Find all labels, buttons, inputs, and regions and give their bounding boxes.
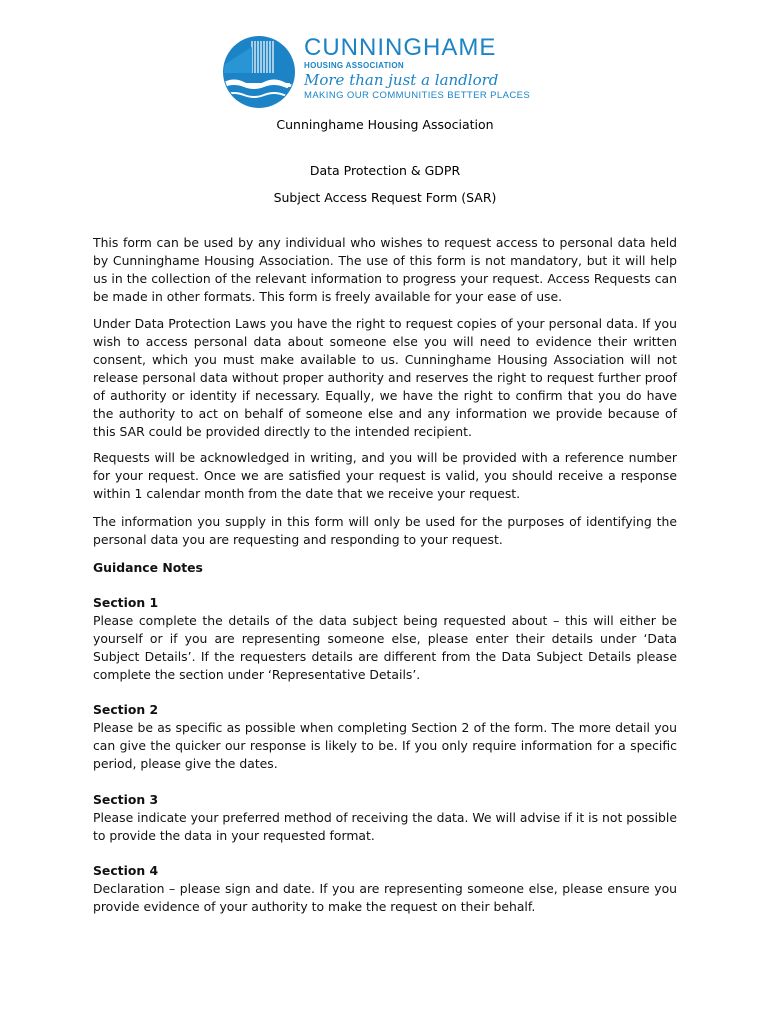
cunninghame-logo-emblem-icon: [219, 35, 299, 110]
page-title: Data Protection & GDPR: [309, 163, 461, 178]
logo-text: [304, 35, 530, 102]
section-1-text: Please complete the details of the data subject being requested about – this will either be yourself or if you are representing someone else, please enter their details under ‘Data Subject Details’. If the requesters details are different from the Data Subject Details please complete the section under ‘Representative Details’.: [93, 613, 677, 682]
logo-tagline: More than just a landlord: [304, 71, 499, 89]
logo: [219, 35, 539, 110]
logo-name: CUNNINGHAME: [304, 34, 497, 61]
section-4-text: Declaration – please sign and date. If you are representing someone else, please ensure you provide evidence of your authority to make the request on their behalf.: [93, 881, 677, 914]
page-subtitle: Subject Access Request Form (SAR): [273, 190, 497, 205]
section-1-heading: Section 1: [93, 595, 159, 610]
section-2-heading: Section 2: [93, 702, 159, 717]
intro-paragraph-3: Requests will be acknowledged in writing, and you will be provided with a reference number for your request. Once we are satisfied your request is valid, you should receive a response within 1 calendar month from the date that we receive your request.: [93, 450, 677, 501]
intro-paragraph-4: The information you supply in this form will only be used for the purposes of identifying the personal data you are requesting and responding to your request.: [93, 514, 677, 547]
intro-paragraph-2: Under Data Protection Laws you have the right to request copies of your personal data. If you wish to access personal data about someone else you will need to evidence their written consent, which you must make available to us. Cunninghame Housing Association will not release personal data without proper authority and reserves the right to request further proof of authority or identity if necessary. Equally, we have the right to confirm that you do have the authority to act on behalf of someone else and any information we provide because of this SAR could be provided directly to the intended recipient.: [93, 316, 677, 439]
section-2-text: Please be as specific as possible when completing Section 2 of the form. The more detail you can give the quicker our response is likely to be. If you only require information for a specific period, please give the dates.: [93, 720, 677, 771]
logo-subtitle: HOUSING ASSOCIATION: [304, 61, 404, 70]
intro-paragraph-1: This form can be used by any individual who wishes to request access to personal data held by Cunninghame Housing Association. The use of this form is not mandatory, but it will help us in the collection of the relevant information to progress your request. Access Requests can be made in other formats. This form is freely available for your ease of use.: [93, 235, 677, 304]
guidance-title: Guidance Notes: [93, 560, 203, 575]
section-3-heading: Section 3: [93, 792, 159, 807]
section-4-heading: Section 4: [93, 863, 159, 878]
section-3-text: Please indicate your preferred method of receiving the data. We will advise if it is not possible to provide the data in your requested format.: [93, 810, 677, 843]
logo-mission: MAKING OUR COMMUNITIES BETTER PLACES: [304, 90, 531, 101]
organisation-heading: Cunninghame Housing Association: [276, 117, 494, 132]
